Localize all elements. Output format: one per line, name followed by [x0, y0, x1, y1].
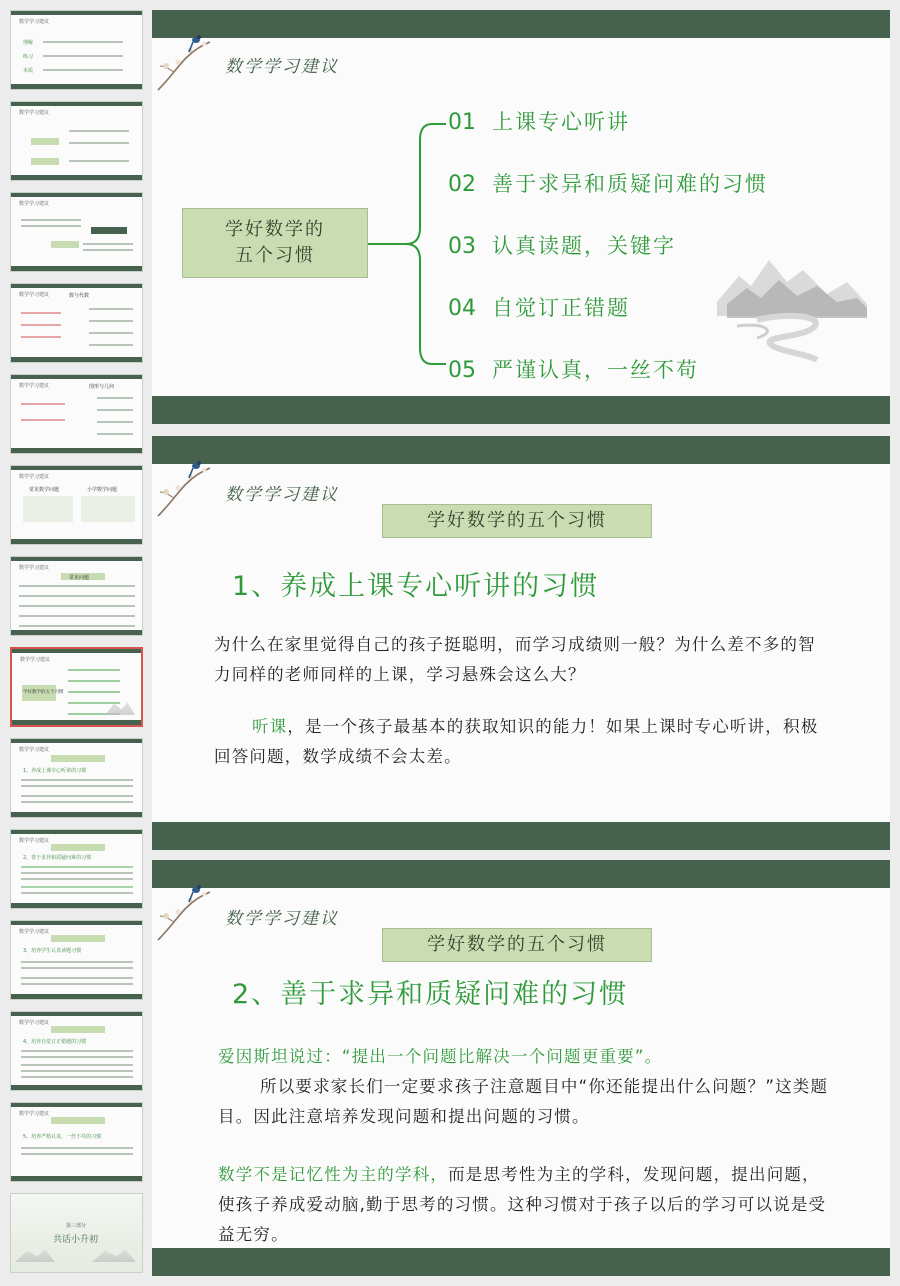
paragraph-parents: 所以要求家长们一定要求孩子注意题目中“你还能提出什么问题？”这类题目。因此注意培养发现问题和提出问题的习惯。 — [218, 1077, 829, 1126]
ink-landscape-image — [717, 242, 867, 362]
paragraph-question: 为什么在家里觉得自己的孩子挺聪明，而学习成绩则一般？为什么差不多的智力同样的老师同样的上课，学习悬殊会这么大？ — [214, 635, 816, 684]
habit-item-05: 05 严谨认真，一丝不苟 — [448, 358, 699, 383]
slide-top-bar — [152, 860, 890, 888]
habits-title-box: 学好数学的五个习惯 — [382, 504, 652, 538]
slide-bottom-bar — [152, 396, 890, 424]
slide-top-bar — [152, 436, 890, 464]
slide-thumbnail-7[interactable]: 数学学习建议 常见问题 — [10, 556, 143, 636]
slide-thumbnail-6[interactable]: 数学学习建议 常见数学问题 小学数学问题 — [10, 465, 143, 545]
slide-header: 数学学习建议 — [225, 57, 339, 77]
slide-thumbnail-8-selected[interactable]: 数学学习建议 学好数学的五个习惯 — [10, 647, 143, 727]
slide-thumbnail-11[interactable]: 数学学习建议 3、培养学生认真读题习惯 — [10, 920, 143, 1000]
slide-thumbnail-panel — [0, 0, 150, 1286]
slide-header: 数学学习建议 — [225, 909, 339, 929]
habits-title-box: 学好数学的 五个习惯 — [182, 208, 368, 278]
branch-bird-icon — [156, 448, 216, 520]
branch-bird-icon — [156, 22, 216, 94]
slide-habit-2-questioning — [152, 860, 890, 1276]
slide-thumbnail-3[interactable]: 数学学习建议 — [10, 192, 143, 272]
slide-thumbnail-1[interactable]: 数学学习建议 理解 练习 本质 — [10, 10, 143, 90]
einstein-quote: 爱因斯坦说过：“提出一个问题比解决一个问题更重要”。 — [218, 1047, 663, 1066]
slide-thumbnail-10[interactable]: 数学学习建议 2、善于求异和质疑问难的习惯 — [10, 829, 143, 909]
paragraph-listening: 听课，是一个孩子最基本的获取知识的能力！如果上课时专心听讲，积极回答问题，数学成绩不会太差。 — [214, 717, 819, 766]
slide-header: 数学学习建议 — [225, 485, 339, 505]
bracket-connector — [368, 110, 448, 378]
slide-thumbnail-2[interactable]: 数学学习建议 — [10, 101, 143, 181]
slide-thumbnail-13[interactable]: 数学学习建议 5、培养严格认真，一丝不苟的习惯 — [10, 1102, 143, 1182]
slide-bottom-bar — [152, 822, 890, 850]
slide-thumbnail-4[interactable]: 数学学习建议 数与代数 — [10, 283, 143, 363]
habit-title: 2、善于求异和质疑问难的习惯 — [232, 979, 629, 1010]
slide-five-habits-overview — [152, 10, 890, 424]
habits-title-box: 学好数学的五个习惯 — [382, 928, 652, 962]
slide-thumbnail-5[interactable]: 数学学习建议 图形与几何 — [10, 374, 143, 454]
habit-item-04: 04 自觉订正错题 — [448, 296, 630, 321]
slide-bottom-bar — [152, 1248, 890, 1276]
habit-item-01: 01 上课专心听讲 — [448, 110, 630, 135]
slide-thumbnail-9[interactable]: 数学学习建议 1、养成上课专心听讲的习惯 — [10, 738, 143, 818]
habit-item-03: 03 认真读题，关键字 — [448, 234, 676, 259]
slide-thumbnail-14[interactable]: 第三部分 共话小升初 — [10, 1193, 143, 1273]
habit-item-02: 02 善于求异和质疑问难的习惯 — [448, 172, 768, 197]
paragraph-thinking: 数学不是记忆性为主的学科，而是思考性为主的学科，发现问题，提出问题，使孩子养成爱动脑,勤于思考的习惯。这种习惯对于孩子以后的学习可以说是受益无穷。 — [218, 1165, 827, 1244]
slide-thumbnail-12[interactable]: 数学学习建议 4、培养自觉订正错题的习惯 — [10, 1011, 143, 1091]
slide-top-bar — [152, 10, 890, 38]
habit-title: 1、养成上课专心听讲的习惯 — [232, 571, 600, 602]
branch-bird-icon — [156, 872, 216, 944]
slide-habit-1-listening — [152, 436, 890, 850]
